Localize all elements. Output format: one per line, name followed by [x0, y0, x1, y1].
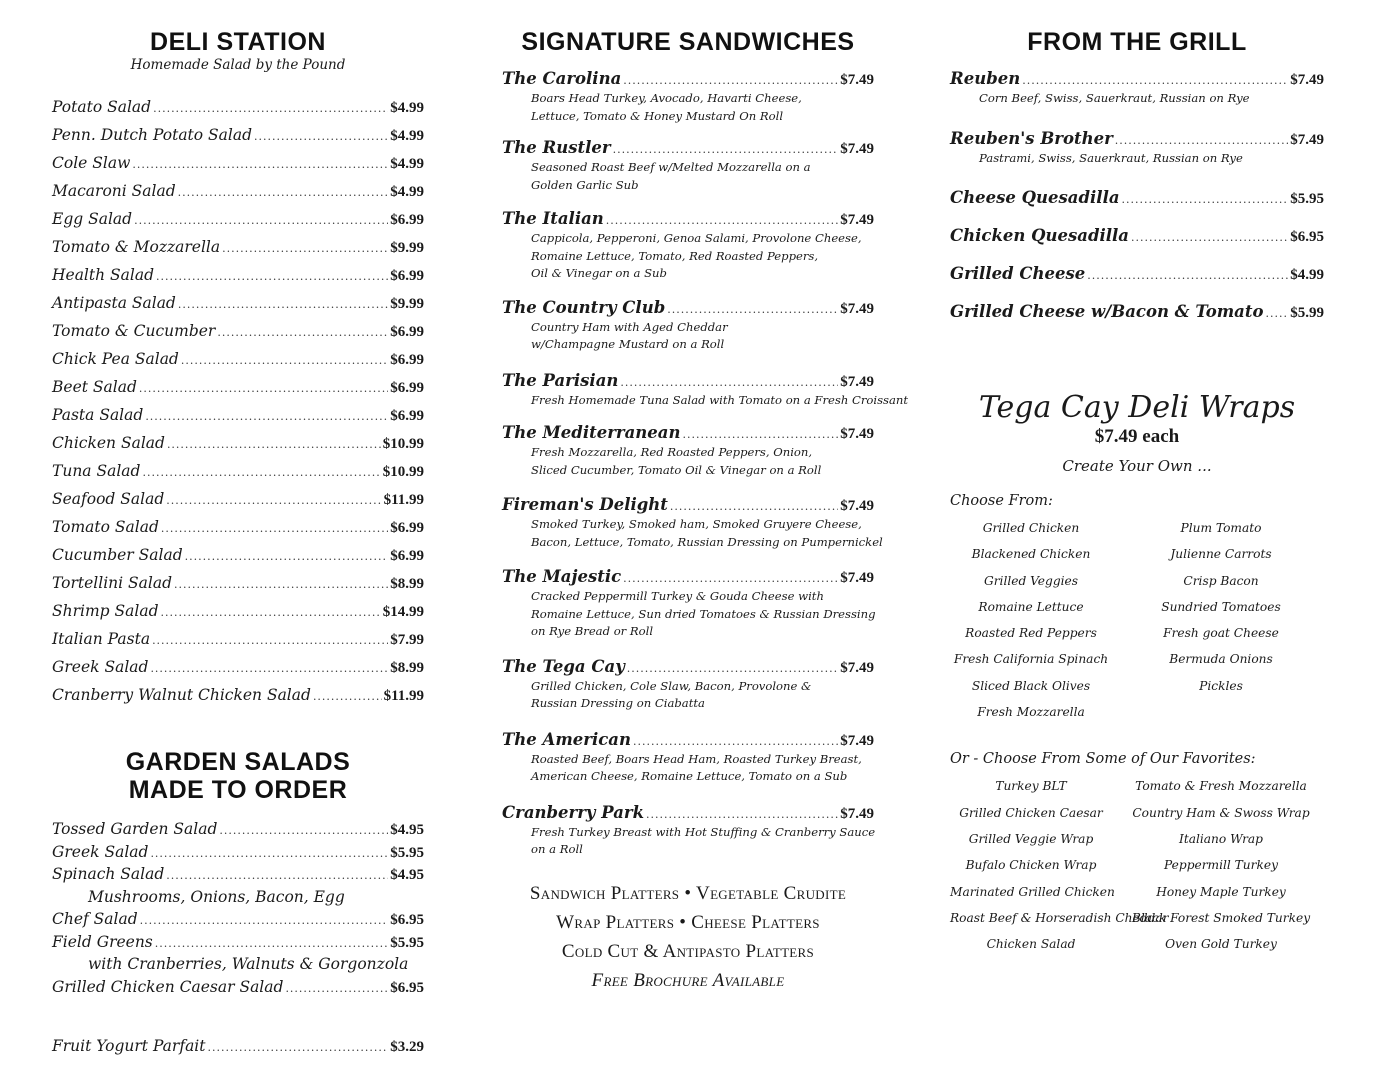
item-price: $6.99 [390, 212, 424, 228]
leader-dots [682, 424, 838, 446]
wrap-option: Peppermill Turkey [1164, 858, 1278, 873]
leader-dots [161, 599, 381, 627]
deli-station-subtitle: Homemade Salad by the Pound [130, 57, 346, 73]
item-description: Golden Garlic Sub [531, 177, 639, 192]
fav-right-list [1118, 773, 1324, 957]
item-price: $6.95 [1290, 229, 1324, 245]
item-description: Sliced Cucumber, Tomato Oil & Vinegar on a Roll [531, 462, 822, 477]
leader-dots [646, 804, 838, 826]
item-price: $3.29 [390, 1039, 424, 1055]
leader-dots [153, 95, 388, 123]
item-name: Cole Slaw [52, 154, 131, 172]
menu-item [52, 149, 424, 177]
menu-item [52, 681, 424, 709]
item-price: $9.99 [390, 240, 424, 256]
wrap-option: Oven Gold Turkey [1165, 937, 1277, 952]
menu-item [52, 931, 424, 954]
item-price: $4.99 [390, 100, 424, 116]
item-price: $6.99 [390, 268, 424, 284]
item-name: Italian Pasta [52, 630, 151, 648]
item-description: Lettuce, Tomato & Honey Mustard On Roll [531, 108, 784, 123]
menu-item [502, 137, 874, 159]
menu-item [52, 93, 424, 121]
menu-item [52, 457, 424, 485]
menu-item [52, 976, 424, 999]
favorites-label: Or - Choose From Some of Our Favorites: [950, 751, 1256, 768]
item-name: Pasta Salad [52, 406, 144, 424]
item-price: $7.49 [840, 141, 874, 157]
choose-left-list [950, 515, 1112, 725]
leader-dots [150, 655, 388, 683]
menu-item [52, 1035, 424, 1058]
item-description: Russian Dressing on Ciabatta [531, 696, 705, 710]
menu-item [502, 297, 874, 319]
menu-item [502, 729, 874, 751]
wrap-option: Bermuda Onions [1169, 652, 1273, 667]
garden-list [52, 818, 424, 998]
wrap-option: Julienne Carrots [1170, 547, 1272, 562]
item-description: Romaine Lettuce, Sun dried Tomatoes & Russian Dressing [531, 606, 876, 621]
grill-item [950, 128, 1324, 168]
left-column [52, 0, 424, 1058]
leader-dots [620, 372, 838, 394]
item-price: $14.99 [382, 604, 424, 620]
item-price: $5.95 [390, 934, 424, 951]
leader-dots [140, 910, 389, 933]
wrap-option: Fresh Mozzarella [977, 705, 1085, 720]
item-name: Cucumber Salad [52, 546, 183, 564]
item-name: Fireman's Delight [502, 495, 668, 514]
item-price: $4.99 [390, 128, 424, 144]
item-description: Boars Head Turkey, Avocado, Havarti Cheese, [531, 91, 802, 105]
wrap-option: Grilled Veggies [983, 573, 1078, 588]
leader-dots [185, 543, 389, 571]
item-note: with Cranberries, Walnuts & Gorgonzola [88, 955, 409, 973]
item-price: $4.99 [390, 184, 424, 200]
menu-item [52, 863, 424, 886]
item-price: $8.99 [390, 660, 424, 676]
leader-dots [167, 431, 381, 459]
menu-item [52, 569, 424, 597]
item-price: $10.99 [382, 436, 424, 452]
parfait-section [52, 1035, 424, 1058]
item-description: Roasted Beef, Boars Head Ham, Roasted Turkey Breast, [531, 751, 862, 766]
item-price: $6.99 [390, 324, 424, 340]
leader-dots [606, 210, 838, 232]
item-price: $6.99 [390, 408, 424, 424]
item-price: $11.99 [383, 492, 424, 508]
item-name: Cranberry Walnut Chicken Salad [52, 686, 311, 704]
menu-item [52, 121, 424, 149]
item-price: $4.95 [390, 867, 424, 883]
item-name: Potato Salad [52, 98, 152, 116]
leader-dots [1087, 265, 1288, 287]
wrap-option: Pickles [1199, 678, 1243, 693]
item-name: The American [502, 729, 631, 749]
sandwich-item [502, 494, 883, 551]
sandwich-item [502, 729, 874, 786]
menu-item [950, 68, 1324, 90]
item-price: $8.99 [390, 576, 424, 592]
menu-item [502, 802, 874, 824]
item-description: Fresh Turkey Breast with Hot Stuffing & Cranberry Sauce [531, 824, 876, 839]
sandwich-item [502, 802, 874, 859]
wrap-option: Tomato & Fresh Mozzarella [1135, 779, 1307, 794]
wrap-option: Crisp Bacon [1183, 573, 1259, 588]
choose-right-list [1118, 515, 1324, 725]
wrap-option: Fresh goat Cheese [1163, 626, 1279, 641]
item-name: Greek Salad [52, 842, 149, 861]
wraps-price: $7.49 each [1094, 426, 1180, 447]
menu-item [52, 289, 424, 317]
fav-left-list [950, 773, 1169, 957]
item-name: Tomato & Cucumber [52, 322, 216, 340]
item-name: The Parisian [502, 370, 619, 390]
wrap-option: Sliced Black Olives [971, 678, 1091, 693]
item-name: Field Greens [52, 932, 153, 951]
leader-dots [1266, 303, 1289, 325]
leader-dots [181, 347, 388, 375]
garden-salads-heading-line1: GARDEN SALADS [125, 748, 351, 776]
menu-item [52, 541, 424, 569]
wrap-option: Italiano Wrap [1179, 831, 1263, 846]
leader-dots [139, 375, 388, 403]
garden-salads-heading-line2: MADE TO ORDER [128, 776, 348, 804]
item-price: $5.95 [390, 844, 424, 861]
item-price: $7.49 [840, 805, 874, 822]
item-price: $5.95 [1290, 191, 1324, 207]
platter-line: Cold Cut & Antipasto Platters [561, 940, 815, 962]
grill-item [950, 225, 1324, 247]
platters-block [502, 879, 874, 995]
menu-item [502, 370, 874, 392]
item-description: Oil & Vinegar on a Sub [531, 266, 667, 280]
sandwich-item [502, 68, 874, 125]
leader-dots [623, 568, 838, 590]
leader-dots [313, 683, 382, 711]
item-price: $7.49 [840, 570, 874, 586]
item-price: $6.99 [390, 520, 424, 536]
item-description: Cappicola, Pepperoni, Genoa Salami, Provolone Cheese, [531, 231, 862, 245]
item-description: Cracked Peppermill Turkey & Gouda Cheese with [531, 589, 824, 603]
item-name: The Italian [502, 209, 604, 228]
sandwich-item [502, 297, 874, 354]
wrap-option: Grilled Chicken Caesar [959, 805, 1103, 820]
leader-dots [132, 151, 388, 179]
wrap-option: Roast Beef & Horseradish Cheddar [950, 910, 1169, 925]
menu-item [52, 261, 424, 289]
menu-item [950, 263, 1324, 285]
item-price: $7.49 [840, 659, 874, 676]
leader-dots [150, 843, 388, 866]
item-price: $7.49 [840, 72, 874, 88]
menu-item [52, 205, 424, 233]
item-name: The Country Club [502, 297, 666, 317]
leader-dots [174, 571, 388, 599]
leader-dots [161, 515, 388, 543]
leader-dots [152, 627, 388, 655]
leader-dots [166, 487, 381, 515]
item-name: Grilled Chicken Caesar Salad [52, 977, 284, 996]
menu-item [52, 841, 424, 864]
wrap-option: Chicken Salad [986, 937, 1076, 952]
item-description: Smoked Turkey, Smoked ham, Smoked Gruyere Cheese, [531, 517, 862, 531]
item-price: $7.49 [840, 212, 874, 228]
wrap-option: Bufalo Chicken Wrap [965, 858, 1097, 873]
menu-item [52, 625, 424, 653]
item-name: Chick Pea Salad [52, 350, 179, 368]
item-description: Grilled Chicken, Cole Slaw, Bacon, Provolone & [531, 678, 812, 693]
leader-dots [1122, 189, 1289, 211]
item-name: Cranberry Park [502, 802, 645, 822]
menu-item [52, 177, 424, 205]
item-name: The Carolina [502, 69, 622, 88]
right-column [950, 0, 1324, 957]
menu-item [950, 128, 1324, 150]
wrap-option: Sundried Tomatoes [1161, 599, 1281, 614]
item-name: Tomato Salad [52, 518, 159, 536]
item-description: Pastrami, Swiss, Sauerkraut, Russian on Rye [979, 150, 1243, 165]
leader-dots [145, 403, 388, 431]
menu-item [950, 187, 1324, 209]
leader-dots [1115, 130, 1288, 152]
sandwich-item [502, 422, 874, 479]
item-name: Antipasta Salad [52, 294, 176, 312]
choose-from-label: Choose From: [950, 493, 1053, 509]
platter-line: Wrap Platters • Cheese Platters [556, 911, 820, 933]
item-name: Shrimp Salad [52, 602, 159, 620]
item-price: $7.49 [840, 498, 874, 514]
item-price: $6.99 [390, 548, 424, 564]
item-name: Fruit Yogurt Parfait [52, 1037, 206, 1055]
item-name: Greek Salad [52, 658, 149, 676]
leader-dots [155, 933, 388, 956]
item-name: Macaroni Salad [52, 182, 176, 200]
menu-item [502, 494, 874, 516]
wrap-option: Grilled Chicken [982, 521, 1080, 535]
item-price: $7.49 [840, 732, 874, 749]
menu-item [52, 908, 424, 931]
wrap-option: Romaine Lettuce [978, 599, 1084, 614]
leader-dots [1131, 227, 1288, 249]
item-description: Bacon, Lettuce, Tomato, Russian Dressing on Pumpernickel [531, 534, 883, 549]
item-name: Chicken Quesadilla [950, 226, 1129, 245]
wrap-option: Fresh California Spinach [953, 652, 1109, 667]
item-name: The Mediterranean [502, 423, 681, 442]
item-name: Seafood Salad [52, 490, 165, 508]
menu-item [52, 597, 424, 625]
item-name: The Tega Cay [502, 656, 625, 676]
item-name: Tomato & Mozzarella [52, 238, 221, 256]
leader-dots [623, 70, 838, 92]
grill-list [950, 68, 1324, 323]
leader-dots [670, 496, 838, 518]
leader-dots [178, 179, 389, 207]
item-description: American Cheese, Romaine Lettuce, Tomato on a Sub [531, 769, 848, 783]
item-name: Chef Salad [52, 910, 138, 928]
item-description: Corn Beef, Swiss, Sauerkraut, Russian on Rye [979, 91, 1250, 105]
menu-item [52, 653, 424, 681]
menu-item [52, 373, 424, 401]
menu-item [502, 422, 874, 444]
wrap-option: Country Ham & Swoss Wrap [1132, 805, 1310, 820]
menu-item [52, 818, 424, 841]
wrap-option: Marinated Grilled Chicken [950, 884, 1115, 899]
item-name: Reuben's Brother [950, 128, 1113, 148]
item-price: $4.99 [390, 156, 424, 172]
menu-item [52, 429, 424, 457]
sandwich-item [502, 208, 874, 283]
wrap-option: Blackened Chicken [971, 547, 1091, 562]
item-price: $4.95 [390, 822, 424, 838]
menu-item [502, 208, 874, 230]
item-name: Reuben [950, 69, 1021, 88]
wrap-option: Honey Maple Turkey [1156, 884, 1286, 899]
item-description: Romaine Lettuce, Tomato, Red Roasted Peppers, [531, 248, 819, 263]
item-price: $6.95 [390, 912, 424, 928]
wrap-option: Black Forest Smoked Turkey [1131, 910, 1311, 925]
leader-dots [208, 1037, 389, 1060]
wrap-option: Grilled Veggie Wrap [968, 831, 1094, 846]
item-price: $7.49 [840, 426, 874, 442]
menu-item [950, 225, 1324, 247]
leader-dots [217, 319, 388, 347]
leader-dots [178, 291, 388, 319]
menu-item [950, 301, 1324, 323]
leader-dots [156, 263, 388, 291]
item-name: The Rustler [502, 138, 611, 157]
leader-dots [134, 207, 388, 235]
item-name: The Majestic [502, 567, 622, 586]
item-name: Grilled Cheese w/Bacon & Tomato [950, 302, 1264, 321]
grill-item [950, 68, 1324, 108]
item-note: Mushrooms, Onions, Bacon, Egg [88, 887, 345, 906]
item-name: Spinach Salad [52, 865, 165, 883]
item-price: $7.99 [390, 632, 424, 648]
leader-dots [166, 865, 388, 888]
item-description: Seasoned Roast Beef w/Melted Mozzarella on a [531, 160, 811, 174]
choose-grid [950, 515, 1324, 725]
menu-item [52, 401, 424, 429]
item-price: $7.49 [840, 300, 874, 317]
item-price: $5.99 [1290, 305, 1324, 321]
grill-item [950, 301, 1324, 323]
menu-item [502, 656, 874, 678]
sandwich-item [502, 656, 874, 713]
leader-dots [667, 299, 838, 321]
item-name: Cheese Quesadilla [950, 188, 1120, 207]
grill-item [950, 187, 1324, 209]
item-price: $6.95 [390, 979, 424, 996]
menu-item [52, 317, 424, 345]
item-price: $10.99 [382, 464, 424, 480]
grill-heading: FROM THE GRILL [1027, 28, 1247, 56]
item-description: Fresh Homemade Tuna Salad with Tomato on a Fresh Croissant [531, 392, 909, 407]
sandwich-item [502, 137, 874, 194]
sandwiches-heading: SIGNATURE SANDWICHES [521, 28, 855, 56]
leader-dots [285, 978, 388, 1001]
item-price: $6.99 [390, 352, 424, 368]
favorites-grid [950, 773, 1324, 957]
menu-item [52, 233, 424, 261]
item-name: Chicken Salad [52, 434, 165, 452]
item-price: $7.49 [1290, 131, 1324, 148]
leader-dots [633, 731, 838, 753]
menu-item [502, 566, 874, 588]
leader-dots [627, 658, 838, 680]
item-description: Country Ham with Aged Cheddar [531, 319, 728, 334]
item-name: Penn. Dutch Potato Salad [52, 126, 253, 144]
menu-item [52, 513, 424, 541]
wrap-option: Plum Tomato [1180, 521, 1262, 535]
deli-list [52, 93, 424, 709]
item-price: $7.49 [1290, 72, 1324, 88]
item-description: on Rye Bread or Roll [531, 624, 654, 638]
item-price: $6.99 [390, 380, 424, 396]
menu-item [52, 485, 424, 513]
leader-dots [222, 235, 388, 263]
item-price: $9.99 [390, 296, 424, 312]
item-price: $7.49 [840, 373, 874, 390]
menu-item [502, 68, 874, 90]
sandwich-list [502, 68, 909, 859]
garden-salads-heading [52, 748, 424, 804]
sandwich-item [502, 370, 909, 410]
menu-item [52, 345, 424, 373]
item-name: Tortellini Salad [52, 574, 172, 592]
item-description: on a Roll [531, 842, 583, 856]
platter-line: Free Brochure Available [591, 969, 785, 991]
grill-item [950, 263, 1324, 285]
item-name: Tossed Garden Salad [52, 820, 218, 838]
leader-dots [1022, 70, 1288, 92]
wraps-subtitle: Create Your Own ... [1062, 457, 1212, 475]
item-name: Grilled Cheese [950, 264, 1086, 283]
deli-station-heading: DELI STATION [150, 28, 326, 56]
item-description: w/Champagne Mustard on a Roll [531, 337, 725, 351]
item-name: Tuna Salad [52, 462, 141, 480]
item-description: Fresh Mozzarella, Red Roasted Peppers, Onion, [531, 445, 813, 459]
item-name: Beet Salad [52, 378, 137, 396]
wraps-title: Tega Cay Deli Wraps [978, 390, 1296, 425]
item-name: Egg Salad [52, 210, 133, 228]
middle-column [502, 0, 909, 995]
item-name: Health Salad [52, 266, 155, 284]
leader-dots [254, 123, 388, 151]
leader-dots [142, 459, 380, 487]
leader-dots [613, 139, 839, 161]
item-price: $11.99 [383, 688, 424, 704]
wrap-option: Roasted Red Peppers [965, 626, 1097, 641]
sandwich-item [502, 566, 874, 641]
leader-dots [219, 820, 388, 843]
wrap-option: Turkey BLT [995, 779, 1067, 794]
platter-line: Sandwich Platters • Vegetable Crudite [529, 882, 847, 904]
item-price: $4.99 [1290, 267, 1324, 283]
